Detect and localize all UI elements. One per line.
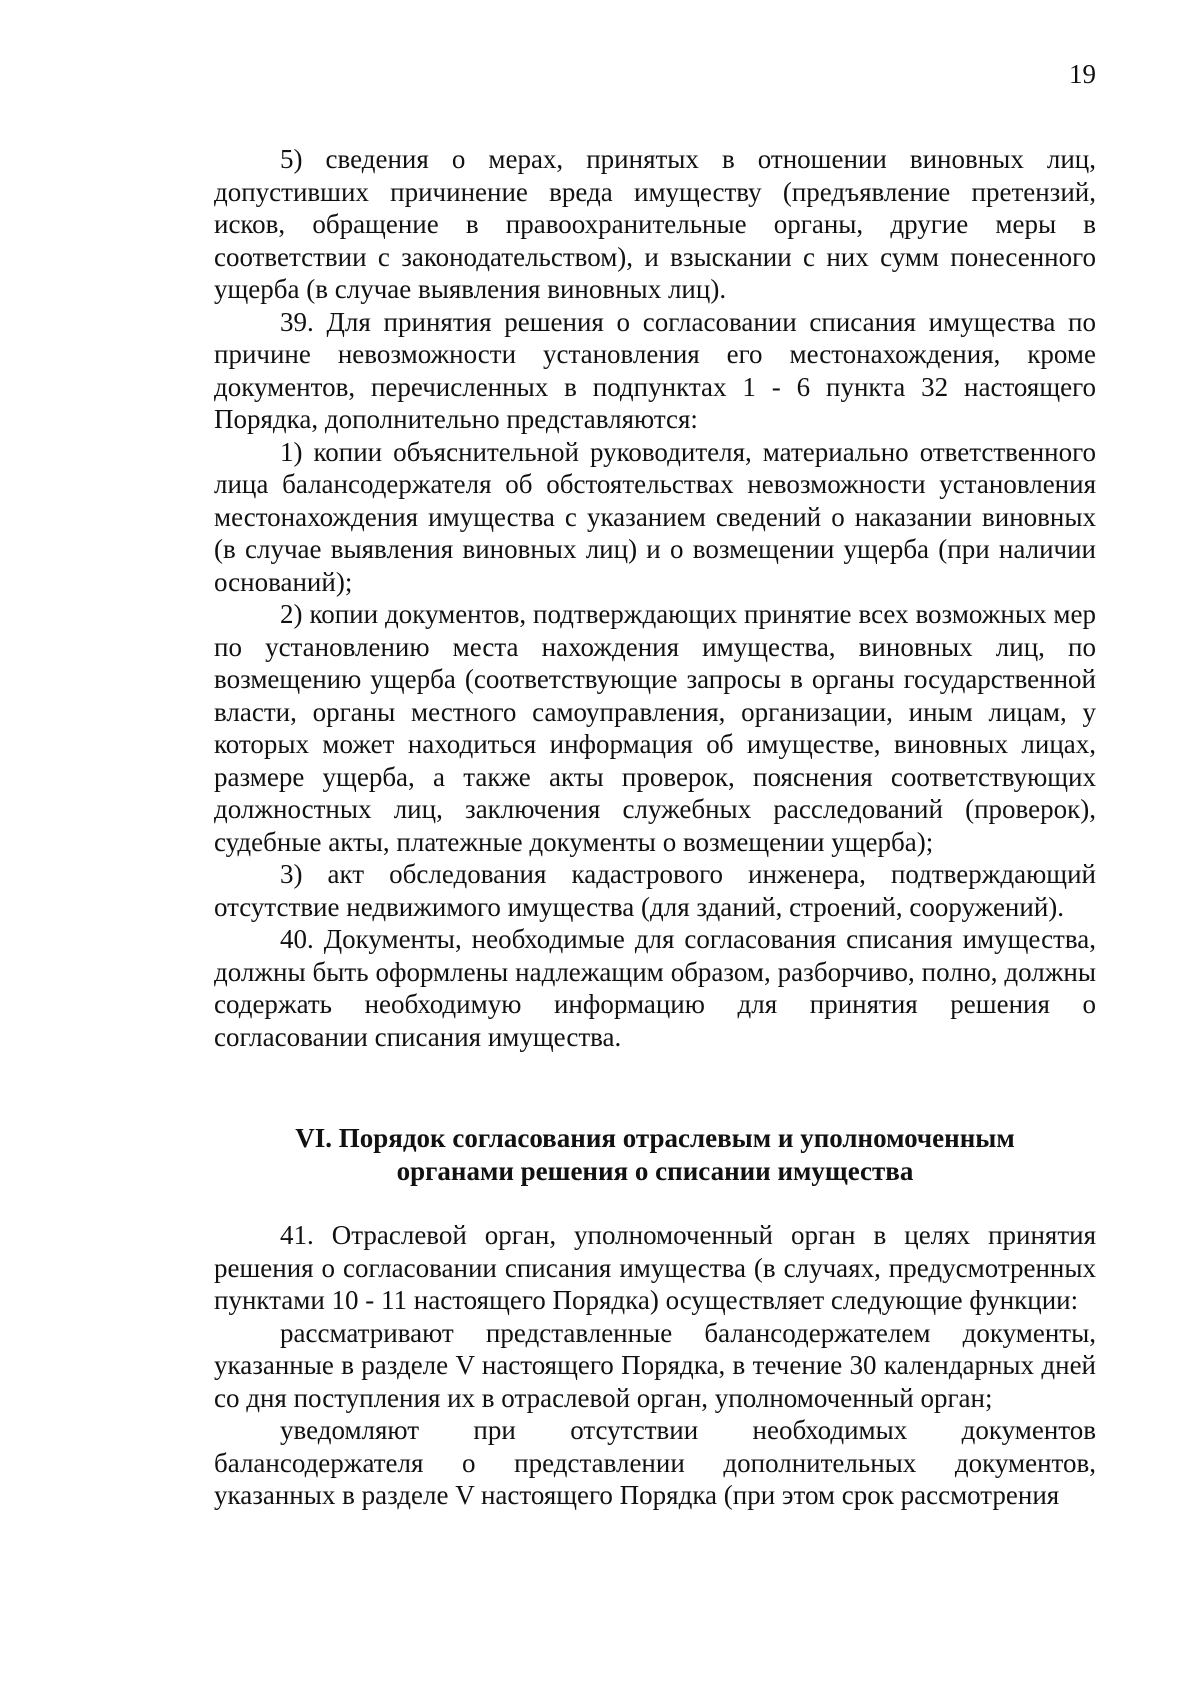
- body-text-top: [214, 143, 1096, 1053]
- body-text-bottom: [214, 1219, 1096, 1512]
- paragraph-41-function-notify: уведомляют при отсутствии необходимых документов балансодержателя о представлении дополнительных документов, указанных в разделе V настоящего Порядка (при этом срок рассмотрения: [214, 1415, 1096, 1510]
- paragraph-41: 41. Отраслевой орган, уполномоченный орган в целях принятия решения о согласовании списания имущества (в случаях, предусмотренных пунктами 10 - 11 настоящего Порядка) осуществляет следующие функции:: [214, 1220, 1096, 1315]
- paragraph-39-item-2: 2) копии документов, подтверждающих принятие всех возможных мер по установлению места нахождения имущества, виновных лиц, по возмещению ущерба (соответствующие запросы в органы государственной власти, органы местного самоуправления, организации, иным лицам, у которых может находиться информация об имуществе, виновных лицах, размере ущерба, а также акты проверок, пояснения соответствующих должностных лиц, заключения служебных расследований (проверок), судебные акты, платежные документы о возмещении ущерба);: [214, 599, 1096, 857]
- paragraph-39: 39. Для принятия решения о согласовании списания имущества по причине невозможности установления его местонахождения, кроме документов, перечисленных в подпунктах 1 - 6 пункта 32 настоящего Порядка, дополнительно представляются:: [214, 306, 1096, 434]
- section-heading-line-2: органами решения о списании имущества: [396, 1156, 914, 1186]
- section-heading-line-1: VI. Порядок согласования отраслевым и уполномоченным: [295, 1123, 1015, 1153]
- page-number: 19: [1069, 59, 1096, 89]
- paragraph-41-function-review: рассматривают представленные балансодержателем документы, указанные в разделе V настоящего Порядка, в течение 30 календарных дней со дня поступления их в отраслевой орган, уполномоченный орган;: [214, 1317, 1096, 1413]
- section-heading: [214, 1122, 1096, 1188]
- paragraph-40: 40. Документы, необходимые для согласования списания имущества, должны быть оформлены надлежащим образом, разборчиво, полно, должны содержать необходимую информацию для принятия решения о согласовании списания имущества.: [214, 924, 1096, 1052]
- paragraph-39-item-3: 3) акт обследования кадастрового инженера, подтверждающий отсутствие недвижимого имущества (для зданий, строений, сооружений).: [214, 859, 1096, 922]
- paragraph-39-item-1: 1) копии объяснительной руководителя, материально ответственного лица балансодержателя об обстоятельствах невозможности установления местонахождения имущества с указанием сведений о наказании виновных (в случае выявления виновных лиц) и о возмещении ущерба (при наличии оснований);: [214, 436, 1096, 597]
- paragraph-item-5: 5) сведения о мерах, принятых в отношении виновных лиц, допустивших причинение вреда имуществу (предъявление претензий, исков, обращение в правоохранительные органы, другие меры в соответствии с законодательством), и взыскании с них сумм понесенного ущерба (в случае выявления виновных лиц).: [214, 144, 1096, 304]
